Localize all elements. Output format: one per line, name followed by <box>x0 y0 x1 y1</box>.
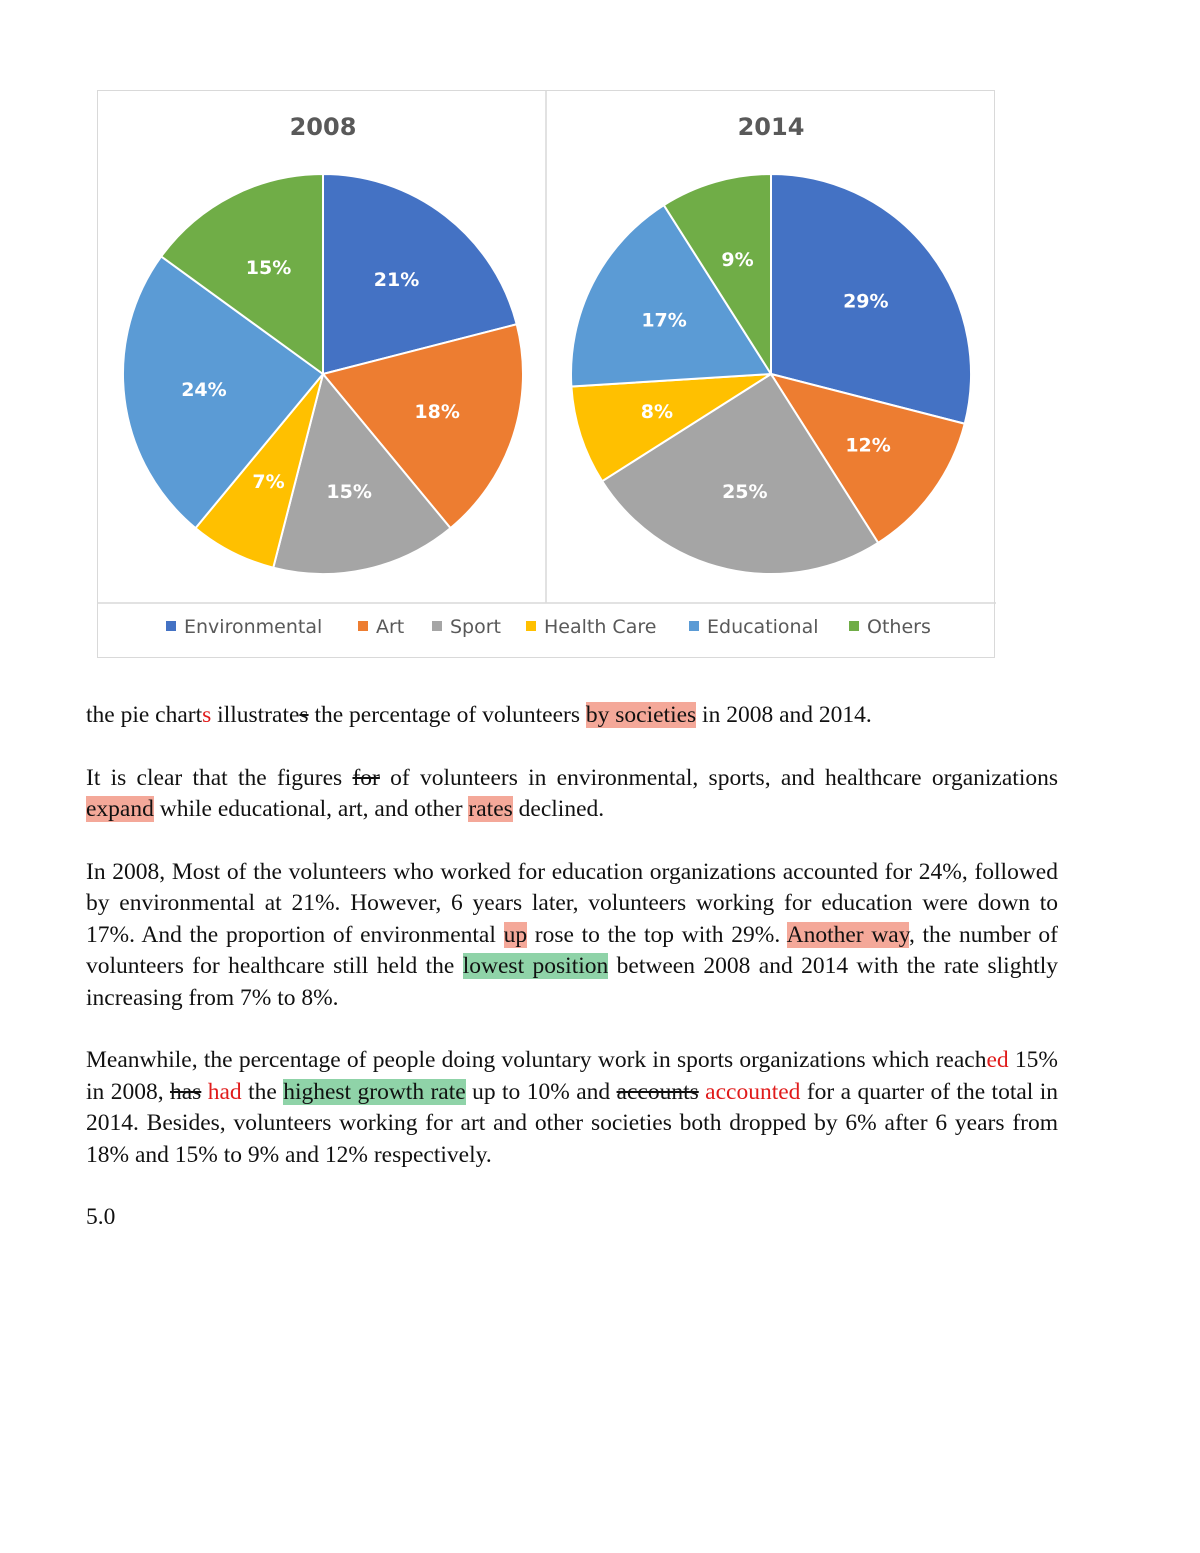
essay-paragraph-2 <box>86 763 1058 826</box>
essay <box>86 700 1058 1265</box>
essay-paragraph-4 <box>86 1045 1058 1171</box>
data-label: 29% <box>843 290 889 313</box>
legend-swatch <box>689 621 699 631</box>
text-run: for a quarter of the total in 2014. Besides, volunteers working for art and other societies both dropped by 6% after 6 years from 18% and 15% to 9% and 12% respectively. <box>86 1078 1059 1168</box>
text-run: In 2008, Most of the volunteers who worked for education organizations accounted for 24%, followed by environmental at 21%. However, 6 years later, volunteers working for education were down to 17%. And the proportion of environmental <box>86 858 1058 948</box>
text-run: the percentage of volunteers <box>308 702 586 728</box>
highlight-error: rates <box>468 796 513 822</box>
text-run: rose to the top with 29%. <box>527 921 787 948</box>
data-label: 7% <box>252 470 285 493</box>
text-run: It is clear that the figures <box>86 764 353 791</box>
data-label: 25% <box>722 481 768 504</box>
data-label: 15% <box>326 481 372 504</box>
text-run: declined. <box>512 796 605 822</box>
legend-label: Sport <box>450 616 502 638</box>
inserted-text: had <box>207 1078 242 1105</box>
data-label: 8% <box>640 401 674 424</box>
essay-paragraph-3 <box>86 857 1058 1015</box>
chart-title: 2014 <box>737 113 805 141</box>
data-label: 24% <box>181 379 227 402</box>
text-run: , the number of volunteers for healthcare still held the <box>86 921 1059 979</box>
text-run: Meanwhile, the percentage of people doing voluntary work in sports organizations which reach <box>86 1047 987 1073</box>
essay-paragraph-1 <box>86 700 1058 732</box>
deleted-text: for <box>352 764 380 791</box>
text-run: up to 10% and <box>465 1078 617 1105</box>
text-run: illustrate <box>211 702 300 728</box>
highlight-error: Another way <box>786 921 909 948</box>
text-run: the <box>241 1078 284 1105</box>
deleted-text: accounts <box>616 1078 699 1105</box>
highlight-error: up <box>503 921 528 948</box>
text-run: 15% in 2008, <box>86 1047 1058 1105</box>
chart-title: 2008 <box>289 113 357 141</box>
data-label: 15% <box>245 257 292 280</box>
text-run: while educational, art, and other <box>153 796 469 822</box>
text-run: the pie chart <box>86 702 203 728</box>
legend-swatch <box>849 621 859 631</box>
legend-swatch <box>358 621 368 631</box>
legend-label: Educational <box>707 616 819 638</box>
legend-label: Others <box>867 616 931 638</box>
data-label: 17% <box>641 309 687 332</box>
text-run: between 2008 and 2014 with the rate slightly increasing from 7% to 8%. <box>86 953 1059 1011</box>
legend-label: Health Care <box>544 616 657 638</box>
highlight-good: lowest position <box>462 953 609 979</box>
inserted-text: accounted <box>705 1078 801 1105</box>
highlight-good: highest growth rate <box>283 1078 466 1105</box>
data-label: 18% <box>414 401 460 424</box>
legend-swatch <box>166 621 176 631</box>
highlight-error: by societies <box>585 702 697 728</box>
chart-panel <box>97 90 995 658</box>
data-label: 9% <box>721 248 754 271</box>
highlight-error: expand <box>86 796 154 822</box>
data-label: 12% <box>845 434 891 457</box>
text-run: of volunteers in environmental, sports, and healthcare organizations <box>379 764 1058 791</box>
pie-charts-svg <box>98 91 996 659</box>
data-label: 21% <box>373 269 420 292</box>
legend-swatch <box>432 621 442 631</box>
legend-swatch <box>526 621 536 631</box>
inserted-text: s <box>202 702 212 728</box>
legend-label: Environmental <box>184 616 323 638</box>
score: 5.0 <box>86 1204 116 1230</box>
inserted-text: ed <box>986 1047 1009 1073</box>
legend-label: Art <box>376 616 405 638</box>
deleted-text: has <box>169 1078 202 1105</box>
text-run: in 2008 and 2014. <box>696 702 872 728</box>
deleted-text: s <box>299 702 309 728</box>
